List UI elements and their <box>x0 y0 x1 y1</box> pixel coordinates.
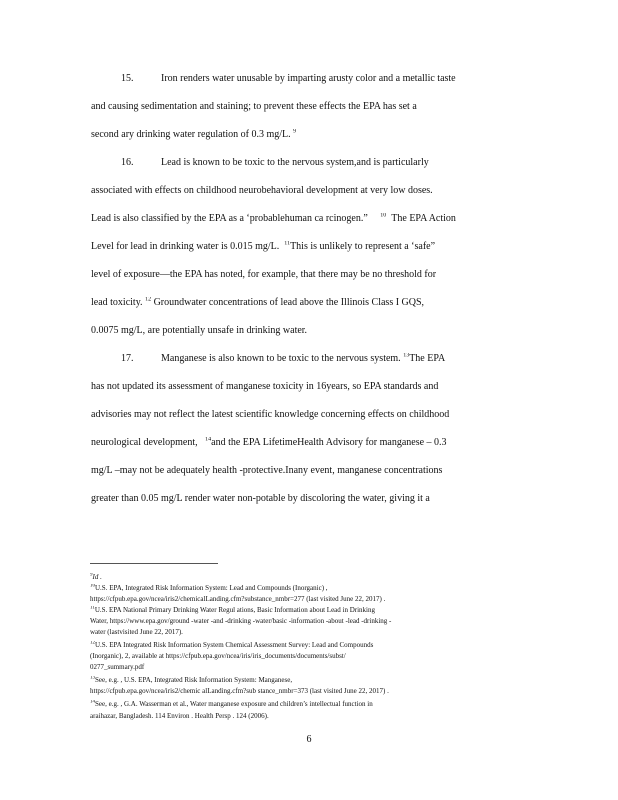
paragraph-number: 15. <box>121 73 134 84</box>
paragraph-17-line-3: advisories may not reflect the latest scientific knowledge concerning effects on childhood <box>91 409 450 420</box>
footnote-ref-14[interactable]: 14 <box>205 437 212 443</box>
footnote-13: $^{13}$See, e.g. , U.S. EPA, Integrated Risk Information System: Manganese, <box>90 676 293 684</box>
paragraph-16-line-4: Level for lead in drinking water is 0.015 mg/L. $^{11}$This is unlikely to represent a ‘safe” <box>91 241 436 252</box>
paragraph-16-line-7: 0.0075 mg/L, are potentially unsafe in drinking water. <box>91 325 308 336</box>
paragraph-16-line-6: lead toxicity. $^{12}$ Groundwater concentrations of lead above the Illinois Class I GQS, <box>91 297 425 308</box>
footnote-marker: 9 <box>90 573 93 578</box>
footnote-10-url[interactable]: https://cfpub.epa.gov/ncea/iris2/chemicalLanding.cfm?substance_nmbr=277 (last visited June 22, 2017) . <box>90 595 386 603</box>
footnote-11-cont: water (lastvisited June 22, 2017). <box>90 628 183 636</box>
paragraph-17-line-4: neurological development, $^{14}$and the EPA LifetimeHealth Advisory for manganese – 0.3 <box>91 437 447 448</box>
paragraph-17-line-5: mg/L –may not be adequately health -protective.Inany event, manganese concentrations <box>91 465 443 476</box>
paragraph-15-line-2: and causing sedimentation and staining; to prevent these effects the EPA has set a <box>91 101 417 112</box>
footnote-ref-13[interactable]: 13 <box>403 353 410 359</box>
footnote-12-cont: 0277_summary.pdf <box>90 663 145 671</box>
page-number: 6 <box>306 734 312 745</box>
footnote-13-url[interactable]: https://cfpub.epa.gov/ncea/iris2/chemic alLanding.cfm?sub stance_nmbr=373 (last visited June 22, 2017) . <box>90 687 389 695</box>
footnote-divider <box>90 563 218 564</box>
footnote-12-url[interactable]: (Inorganic), 2, available at https://cfpub.epa.gov/ncea/iris/iris_documents/documents/subst/ <box>90 652 346 660</box>
footnote-ref-10[interactable]: 10 <box>380 213 387 219</box>
footnote-14-cont: araihazar, Bangladesh. 114 Environ . Health Persp . 124 (2006). <box>90 712 269 720</box>
footnote-11: $^{11}$U.S. EPA National Primary Drinking Water Regul ations, Basic Information about Lead in Drinking <box>90 606 376 614</box>
footnote-12: $^{12}$U.S. EPA Integrated Risk Information System Chemical Assessment Survey: Lead and Compounds <box>90 641 374 649</box>
footnote-10: $^{10}$U.S. EPA, Integrated Risk Information System: Lead and Compounds (Inorganic) , <box>90 584 328 592</box>
footnote-marker: 10 <box>90 584 95 589</box>
paragraph-16-line-3: Lead is also classified by the EPA as a ‘probablehuman ca rcinogen.” $^{10}$ The EPA Action <box>91 213 456 224</box>
footnote-ref-11[interactable]: 11 <box>284 241 291 247</box>
paragraph-16-line-1: 16. Lead is known to be toxic to the nervous system,and is particularly <box>121 157 429 168</box>
footnote-marker: 11 <box>90 606 95 611</box>
paragraph-17-line-6: greater than 0.05 mg/L render water non-potable by discoloring the water, giving it a <box>91 493 430 504</box>
footnote-marker: 13 <box>90 676 95 681</box>
footnote-marker: 14 <box>90 700 95 705</box>
paragraph-number: 16. <box>121 157 134 168</box>
paragraph-16-line-2: associated with effects on childhood neurobehavioral development at very low doses. <box>91 185 433 196</box>
footnote-ref-12[interactable]: 12 <box>145 297 152 303</box>
paragraph-15-line-1: 15. Iron renders water unusable by imparting arusty color and a metallic taste <box>121 73 456 84</box>
footnote-marker: 12 <box>90 641 95 646</box>
footnote-11-url[interactable]: Water, https://www.epa.gov/ground -water -and -drinking -water/basic -information -about -lead -drinking - <box>90 617 392 625</box>
paragraph-17-line-1: 17. Manganese is also known to be toxic to the nervous system. $^{13}$The EPA <box>121 353 446 364</box>
paragraph-15-line-3: second ary drinking water regulation of 0.3 mg/L. $^9$ <box>91 129 297 140</box>
paragraph-number: 17. <box>121 353 134 364</box>
paragraph-17-line-2: has not updated its assessment of manganese toxicity in 16years, so EPA standards and <box>91 381 439 392</box>
paragraph-16-line-5: level of exposure—the EPA has noted, for example, that there may be no threshold for <box>91 269 437 280</box>
footnote-14: $^{14}$See, e.g. , G.A. Wasserman et al., Water manganese exposure and children’s intellectual function in <box>90 700 373 708</box>
footnote-9: $^9$Id . <box>90 573 102 581</box>
footnote-ref-9[interactable]: 9 <box>293 129 297 135</box>
